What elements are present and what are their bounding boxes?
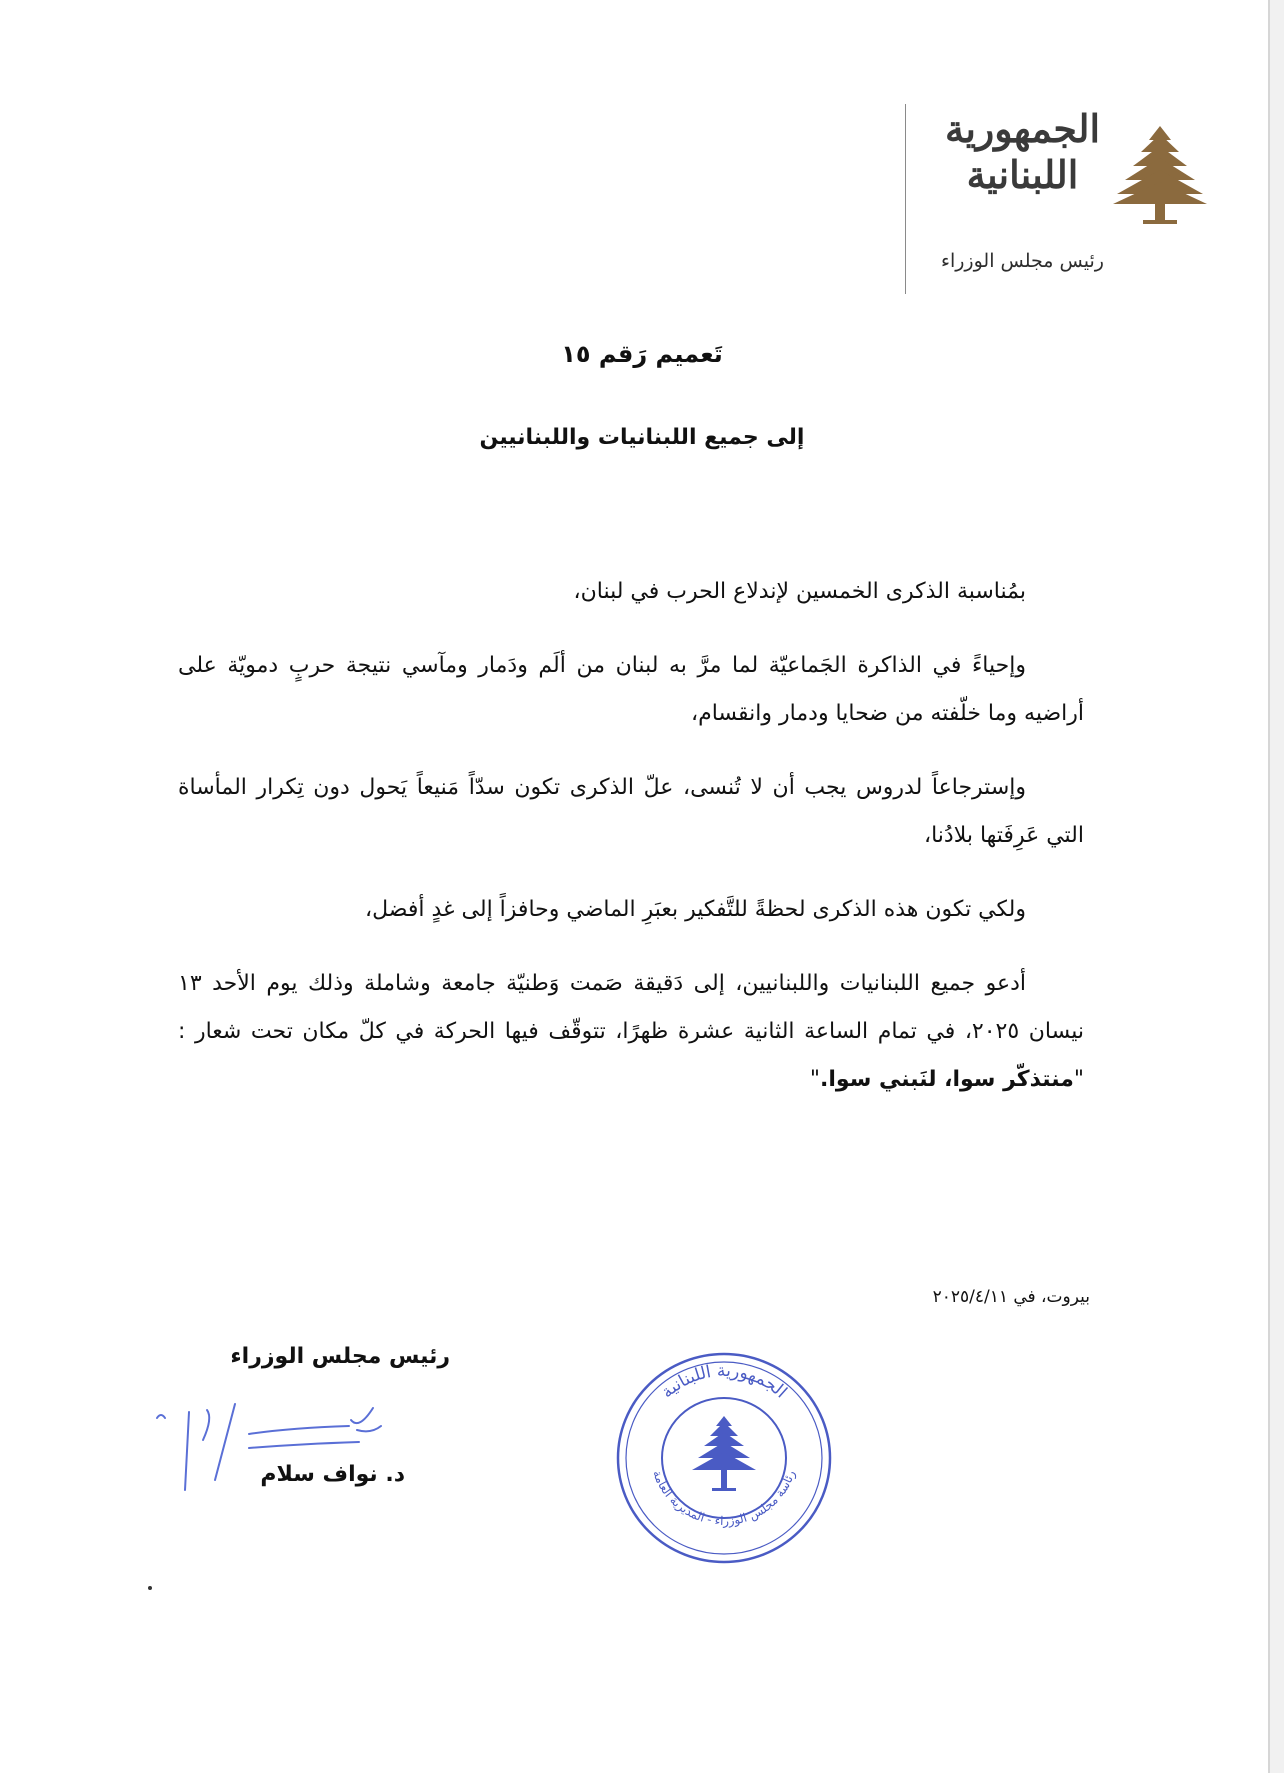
letterhead: [905, 100, 1215, 300]
call-text: أدعو جميع اللبنانيات واللبنانيين، إلى دَقيقة صَمت وَطنيّة جامعة وشاملة وذلك يوم الأحد ١٣ نيسان ٢٠٢٥، في تمام الساعة الثانية عشرة ظهرًا، تتوقّف فيها الحركة في كلّ مكان تحت شعار : ": [178, 971, 1084, 1092]
slogan: منتذكّر سوا، لنَبني سوا.: [820, 1067, 1074, 1092]
svg-text:الجمهورية اللبنانية: الجمهورية اللبنانية: [657, 1360, 791, 1403]
svg-text:رئاسة مجلس الوزراء - المديرية: رئاسة مجلس الوزراء - المديرية العامة: [650, 1468, 798, 1528]
paragraph: ولكي تكون هذه الذكرى لحظةً للتَّفكير بعبَرِ الماضي وحافزاً إلى غدٍ أفضل،: [365, 897, 1026, 922]
circular-body: [178, 568, 1084, 1130]
paragraph: وإحياءً في الذاكرة الجَماعيّة لما مرَّ به لبنان من ألَم ودَمار ومآسي نتيجة حربٍ دمويّة على أراضيه وما خلّفته من ضحايا ودمار وانقسام،: [178, 653, 1084, 726]
letterhead-divider: [905, 104, 906, 294]
margin-dot: [148, 1586, 152, 1590]
official-stamp: [612, 1346, 836, 1570]
republic-line-2: اللبنانية: [966, 152, 1079, 197]
signatory-title: رئيس مجلس الوزراء: [230, 1344, 450, 1369]
republic-title: [935, 106, 1110, 198]
cedar-icon: [1105, 118, 1215, 228]
circular-title: تَعميم رَقم ١٥: [561, 340, 723, 368]
stamp-seal-icon: [612, 1346, 836, 1570]
paragraph: وإسترجاعاً لدروس يجب أن لا تُنسى، علّ الذكرى تكون سدّاً مَنيعاً يَحول دون تِكرار المأساة التي عَرِفَتها بلادُنا،: [178, 775, 1084, 848]
paragraph: بمُناسبة الذكرى الخمسين لإندلاع الحرب في لبنان،: [573, 579, 1026, 604]
office-name: رئيس مجلس الوزراء: [941, 250, 1104, 272]
page-shadow: [1270, 0, 1284, 1773]
page-edge: [1268, 0, 1270, 1773]
signatory-name: د. نواف سلام: [260, 1462, 405, 1487]
addressee: إلى جميع اللبنانيات واللبنانيين: [479, 425, 805, 450]
paragraph-call: [178, 960, 1084, 1104]
republic-line-1: الجمهورية: [944, 106, 1101, 151]
slogan-close-quote: ": [809, 1067, 821, 1092]
date-line: بيروت، في ٢٠٢٥/٤/١١: [932, 1287, 1090, 1307]
